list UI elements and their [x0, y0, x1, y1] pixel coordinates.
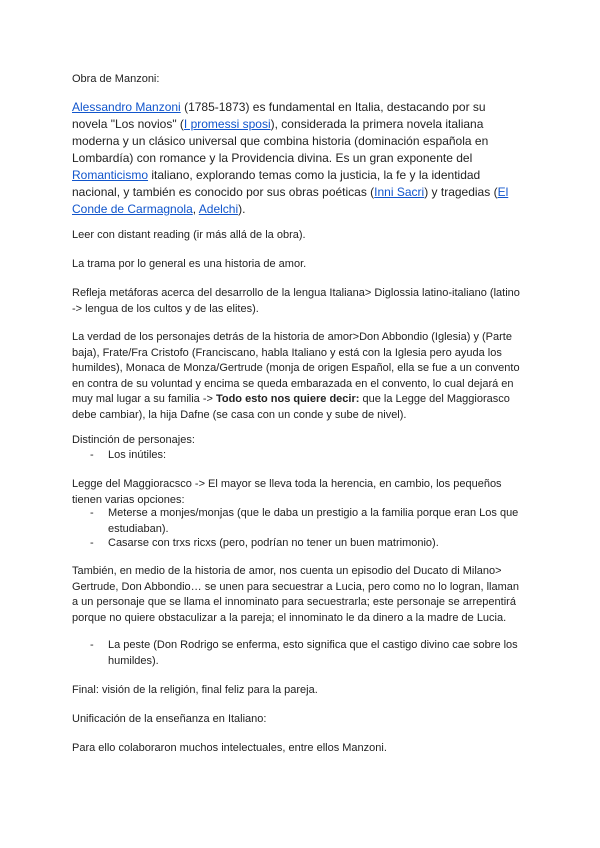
document-heading: Obra de Manzoni:: [72, 73, 160, 85]
list-item-monjes: [72, 506, 524, 538]
bullet-dash: -: [90, 537, 94, 549]
intro-text-3: italiano, explorando temas como la justicia, la fe y la identidad nacional, y también es conocido por sus obras poéticas (: [72, 168, 481, 199]
list-item-text: Casarse con trxs ricxs (pero, podrían no tener un buen matrimonio).: [108, 537, 439, 549]
link-inni-sacri[interactable]: Inni Sacri: [374, 185, 425, 199]
bullet-dash: -: [90, 639, 94, 651]
bullet-dash: -: [90, 507, 94, 519]
paragraph-final: Final: visión de la religión, final feliz para la pareja.: [72, 684, 318, 696]
intro-paragraph: [72, 99, 520, 218]
list-item-text: Los inútiles:: [108, 449, 167, 461]
verdad-bold-text: Todo esto nos quiere decir:: [215, 393, 360, 406]
link-el-conde-de-carmagnola[interactable]: El Conde de Carmagnola: [72, 185, 509, 216]
list-item-text: Meterse a monjes/monjas (que le daba un prestigio a la familia porque eran Los que estudiaban).: [108, 507, 519, 535]
verdad-text-1: La verdad de los personajes detrás de la historia de amor>Don Abbondio (Iglesia) y (Parte baja), Frate/Fra Cristofo (Franciscano, habla Italiano y está con la Iglesia pero ayuda los humildes), Monaca de Monza/Gertrude (monja de origen Español, ella se fue a un convento en contra de su voluntad y encima se queda embarazada en el convento, lo cual dejará en muy mal lugar a su familia ->: [72, 331, 520, 406]
paragraph-tambien: También, en medio de la historia de amor, nos cuenta un episodio del Ducato di Milano> Gertrude, Don Abbondio… se unen para secuestrar a Lucia, pero como no lo logran, llaman a un personaje que se llama el innominato para secuestrarla; este personaje se arrepentirá porque no quiere obstaculizar a la pareja; el innominato le da dinero a la madre de Lucia.: [72, 565, 519, 624]
paragraph-legge-maggiorasco: Legge del Maggioracsco -> El mayor se lleva toda la herencia, en cambio, los pequeños tienen varias opciones:: [72, 478, 502, 506]
intro-text-2: ), considerada la primera novela italiana moderna y un clásico universal que combina historia (dominación española en Lombardía) con romance y la Providencia divina. Es un gran exponente del: [72, 117, 489, 165]
paragraph-unificacion: Unificación de la enseñanza en Italiano:: [72, 713, 267, 725]
link-alessandro-manzoni[interactable]: Alessandro Manzoni: [72, 100, 181, 114]
bullet-dash: -: [90, 449, 94, 461]
intro-text-1: (1785-1873) es fundamental en Italia, destacando por su novela "Los novios" (: [72, 100, 486, 131]
paragraph-distincion: Distinción de personajes:: [72, 434, 195, 446]
paragraph-refleja: Refleja metáforas acerca del desarrollo de la lengua Italiana> Diglossia latino-italiano (latino -> lengua de los cultos y de las elites).: [72, 287, 520, 315]
list-item-casarse: [72, 536, 524, 552]
link-i-promessi-sposi[interactable]: I promessi sposi: [183, 117, 271, 131]
link-romanticismo[interactable]: Romanticismo: [72, 168, 149, 182]
list-item-inutiles: [72, 448, 524, 464]
paragraph-trama: La trama por lo general es una historia de amor.: [72, 258, 307, 270]
intro-text-6: ).: [238, 202, 246, 216]
paragraph-distant-reading: Leer con distant reading (ir más allá de la obra).: [72, 229, 306, 241]
list-item-peste: [72, 638, 524, 670]
intro-text-5: ,: [192, 202, 199, 216]
list-item-text: La peste (Don Rodrigo se enferma, esto significa que el castigo divino cae sobre los humildes).: [108, 639, 518, 667]
paragraph-verdad-personajes: [72, 330, 524, 424]
paragraph-colaboraron: Para ello colaboraron muchos intelectuales, entre ellos Manzoni.: [72, 742, 387, 754]
intro-text-4: ) y tragedias (: [424, 185, 498, 199]
verdad-text-2: que la Legge del Maggiorasco debe cambiar), la hija Dafne (se casa con un conde y sube de nivel).: [72, 393, 510, 421]
link-adelchi[interactable]: Adelchi: [198, 202, 239, 216]
